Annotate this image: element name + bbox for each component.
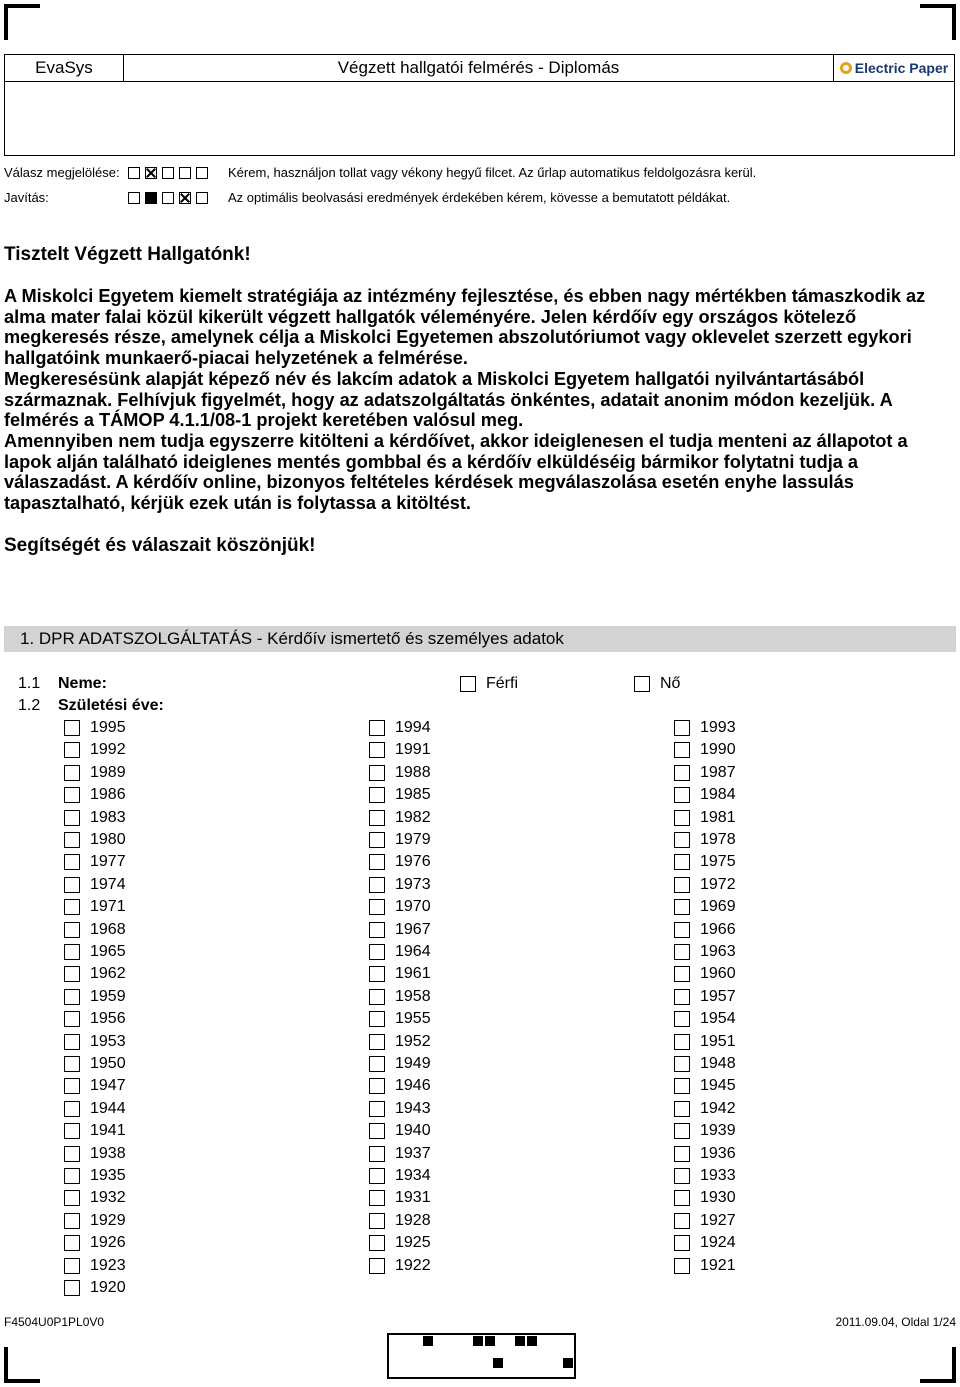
birth-year-option[interactable]: [64, 1212, 126, 1230]
option-label: 1948: [700, 1055, 736, 1072]
option-label: 1927: [700, 1211, 736, 1229]
question-birth-year: [0, 697, 164, 715]
checkbox[interactable]: [369, 742, 385, 758]
checkbox[interactable]: [369, 832, 385, 848]
date-page: 2011.09.04, Oldal 1/24: [835, 1315, 956, 1329]
checkbox[interactable]: [369, 1101, 385, 1117]
checkbox[interactable]: [64, 1235, 80, 1251]
birth-year-option[interactable]: [369, 921, 431, 939]
checkbox[interactable]: [674, 989, 690, 1005]
option-label: 1923: [90, 1256, 126, 1274]
option-label: 1951: [700, 1032, 736, 1050]
checkbox[interactable]: [64, 742, 80, 758]
birth-year-option[interactable]: [64, 1100, 126, 1118]
checkbox[interactable]: [674, 810, 690, 826]
option-label: 1952: [395, 1032, 431, 1050]
scan-corner-bottom-left: [4, 1347, 40, 1383]
birth-year-option[interactable]: [64, 1077, 126, 1095]
checkbox[interactable]: [369, 720, 385, 736]
option-label: 1993: [700, 719, 736, 736]
checkbox[interactable]: [674, 1213, 690, 1229]
question-text: Neme:: [58, 675, 107, 692]
option-label: 1981: [700, 808, 736, 826]
option-label: 1968: [90, 920, 126, 938]
scan-barcode: [387, 1333, 576, 1379]
option-label: 1943: [395, 1099, 431, 1117]
birth-year-option[interactable]: [674, 1145, 736, 1163]
option-label: 1924: [700, 1234, 736, 1252]
option-label: 1929: [90, 1211, 126, 1229]
birth-year-option[interactable]: [64, 719, 126, 737]
checkbox[interactable]: [369, 1011, 385, 1027]
birth-year-option[interactable]: [64, 741, 126, 759]
intro-text: [4, 286, 954, 514]
checkbox[interactable]: [674, 1034, 690, 1050]
birth-year-option[interactable]: [674, 965, 736, 983]
birth-year-option[interactable]: [674, 853, 736, 871]
option-male[interactable]: [460, 675, 518, 693]
option-label: 1988: [395, 763, 431, 781]
birth-year-option[interactable]: [369, 1122, 431, 1140]
birth-year-option[interactable]: [674, 876, 736, 894]
checkbox[interactable]: [64, 1011, 80, 1027]
electric-paper-logo: [834, 55, 954, 81]
app-name: EvaSys: [5, 55, 124, 81]
option-label: 1928: [395, 1211, 431, 1229]
checkbox[interactable]: [369, 787, 385, 803]
option-label: 1964: [395, 943, 431, 960]
option-label: 1956: [90, 1010, 126, 1028]
checkbox[interactable]: [64, 922, 80, 938]
birth-year-option[interactable]: [674, 1077, 736, 1095]
birth-year-option[interactable]: [674, 1167, 736, 1185]
option-label: 1969: [700, 898, 736, 916]
checkbox[interactable]: [369, 899, 385, 915]
birth-year-option[interactable]: [369, 764, 431, 782]
birth-year-option[interactable]: [369, 809, 431, 827]
checkbox[interactable]: [674, 922, 690, 938]
checkbox[interactable]: [369, 810, 385, 826]
correction-examples: [128, 192, 228, 204]
option-label: 1958: [395, 987, 431, 1005]
birth-year-option[interactable]: [64, 1167, 126, 1185]
option-label: 1941: [90, 1122, 126, 1140]
checkbox[interactable]: [674, 787, 690, 803]
birth-year-option[interactable]: [674, 1122, 736, 1140]
question-gender: [0, 675, 107, 693]
birth-year-option[interactable]: [64, 1033, 126, 1051]
option-label: 1971: [90, 898, 126, 916]
checkbox[interactable]: [369, 944, 385, 960]
scan-corner-bottom-right: [920, 1347, 956, 1383]
birth-year-option[interactable]: [674, 764, 736, 782]
form-header: [4, 54, 955, 156]
birth-year-option[interactable]: [369, 1167, 431, 1185]
checkbox[interactable]: [369, 1078, 385, 1094]
checkbox[interactable]: [674, 765, 690, 781]
option-label: 1946: [395, 1077, 431, 1095]
option-label: 1922: [395, 1256, 431, 1274]
checkbox[interactable]: [64, 1213, 80, 1229]
option-label: 1987: [700, 763, 736, 781]
checkbox[interactable]: [674, 1101, 690, 1117]
checkbox[interactable]: [64, 1056, 80, 1072]
section-title: 1. DPR ADATSZOLGÁLTATÁS - Kérdőív ismertető és személyes adatok: [4, 626, 956, 652]
checkbox[interactable]: [634, 676, 650, 692]
birth-year-option[interactable]: [369, 1100, 431, 1118]
checkbox[interactable]: [369, 966, 385, 982]
checkbox[interactable]: [369, 1146, 385, 1162]
birth-year-option[interactable]: [674, 1033, 736, 1051]
option-label: 1970: [395, 898, 431, 916]
question-text: Születési éve:: [58, 697, 164, 714]
checkbox[interactable]: [369, 1056, 385, 1072]
option-label: 1992: [90, 741, 126, 759]
option-label: 1990: [700, 741, 736, 759]
scan-corner-top-right: [920, 4, 956, 40]
checkbox[interactable]: [369, 1123, 385, 1139]
checkbox[interactable]: [674, 966, 690, 982]
option-label: 1942: [700, 1099, 736, 1117]
checkbox[interactable]: [674, 1258, 690, 1274]
birth-year-option[interactable]: [674, 898, 736, 916]
birth-year-option[interactable]: [369, 1077, 431, 1095]
checkbox[interactable]: [674, 1123, 690, 1139]
option-label: 1966: [700, 920, 736, 938]
checkbox[interactable]: [64, 832, 80, 848]
option-label: 1947: [90, 1077, 126, 1095]
intro-paragraph: Megkeresésünk alapját képező név és lakcím adatok a Miskolci Egyetem hallgatói nyilvántartásából származnak. Felhívjuk figyelmét, hogy az adatszolgáltatás önkéntes, adatait anonim módon kezeljük. A felmérés a TÁMOP 4.1.1/08-1 projekt keretében valósul meg.: [4, 368, 893, 431]
thanks-text: Segítségét és válaszait köszönjük!: [4, 535, 316, 556]
checkbox[interactable]: [674, 720, 690, 736]
checkbox[interactable]: [64, 1168, 80, 1184]
marking-legend: [4, 165, 756, 180]
option-label: 1925: [395, 1234, 431, 1252]
birth-year-option[interactable]: [64, 831, 126, 849]
option-label: 1938: [90, 1144, 126, 1162]
checkbox[interactable]: [674, 742, 690, 758]
checkbox[interactable]: [64, 1280, 80, 1296]
checkbox[interactable]: [64, 787, 80, 803]
checkbox[interactable]: [369, 1258, 385, 1274]
birth-year-option[interactable]: [64, 965, 126, 983]
checkbox[interactable]: [64, 899, 80, 915]
checkbox[interactable]: [674, 1146, 690, 1162]
birth-year-option[interactable]: [674, 1100, 736, 1118]
checkbox[interactable]: [64, 1123, 80, 1139]
birth-year-option[interactable]: [64, 876, 126, 894]
birth-year-option[interactable]: [674, 921, 736, 939]
birth-year-option[interactable]: [369, 741, 431, 759]
birth-year-option[interactable]: [369, 1033, 431, 1051]
checkbox[interactable]: [460, 676, 476, 692]
correction-legend: [4, 190, 730, 205]
birth-year-option[interactable]: [369, 1234, 431, 1252]
option-label: 1975: [700, 853, 736, 871]
intro-paragraph: A Miskolci Egyetem kiemelt stratégiája az intézmény fejlesztése, és ebben nagy mértékben támaszkodik az alma mater falai közül kikerült végzett hallgatók véleményére. Jelen kérdőív egy országos kötelező megkeresés része, amelynek célja a Miskolci Egyetemen abszolutóriumot vagy oklevelet szerzett egykori hallgatóink munkaerő-piacai helyzetének a felmérése.: [4, 286, 926, 369]
option-label: 1978: [700, 831, 736, 848]
birth-year-option[interactable]: [369, 1189, 431, 1207]
checkbox[interactable]: [64, 1078, 80, 1094]
option-label: 1983: [90, 808, 126, 826]
marking-instructions: Kérem, használjon tollat vagy vékony hegyű filcet. Az űrlap automatikus feldolgozásra kerül.: [228, 165, 757, 180]
birth-year-option[interactable]: [64, 943, 126, 961]
option-label: Férfi: [486, 675, 518, 692]
option-label: 1994: [395, 719, 431, 736]
birth-year-option[interactable]: [674, 1234, 736, 1252]
birth-year-option[interactable]: [674, 943, 736, 961]
option-label: Nő: [660, 675, 681, 692]
checkbox[interactable]: [369, 1235, 385, 1251]
checkbox[interactable]: [64, 966, 80, 982]
checkbox[interactable]: [369, 877, 385, 893]
birth-year-option[interactable]: [674, 719, 736, 737]
option-label: 1950: [90, 1055, 126, 1072]
checkbox[interactable]: [64, 854, 80, 870]
checkbox[interactable]: [674, 1011, 690, 1027]
option-label: 1979: [395, 831, 431, 848]
birth-year-option[interactable]: [369, 898, 431, 916]
birth-year-option[interactable]: [369, 831, 431, 849]
birth-year-option[interactable]: [64, 921, 126, 939]
birth-year-option[interactable]: [64, 786, 126, 804]
logo-icon: [840, 62, 852, 74]
birth-year-option[interactable]: [64, 1055, 126, 1073]
example-crossed-box: [145, 167, 157, 179]
checkbox[interactable]: [674, 1078, 690, 1094]
option-label: 1931: [395, 1189, 431, 1207]
option-label: 1944: [90, 1099, 126, 1117]
option-label: 1984: [700, 786, 736, 804]
checkbox[interactable]: [369, 922, 385, 938]
option-label: 1982: [395, 808, 431, 826]
birth-year-option[interactable]: [64, 1279, 126, 1297]
birth-year-option[interactable]: [674, 988, 736, 1006]
birth-year-option[interactable]: [64, 1257, 126, 1275]
birth-year-option[interactable]: [64, 898, 126, 916]
checkbox[interactable]: [64, 1101, 80, 1117]
checkbox[interactable]: [674, 1235, 690, 1251]
option-label: 1926: [90, 1234, 126, 1252]
checkbox[interactable]: [64, 1190, 80, 1206]
option-label: 1980: [90, 831, 126, 848]
checkbox[interactable]: [64, 810, 80, 826]
option-label: 1974: [90, 875, 126, 893]
birth-year-option[interactable]: [369, 786, 431, 804]
checkbox[interactable]: [64, 944, 80, 960]
checkbox[interactable]: [369, 1190, 385, 1206]
birth-year-option[interactable]: [674, 1257, 736, 1275]
checkbox[interactable]: [64, 1258, 80, 1274]
checkbox[interactable]: [674, 1056, 690, 1072]
checkbox[interactable]: [674, 832, 690, 848]
option-label: 1976: [395, 853, 431, 871]
marking-examples: [128, 167, 228, 179]
birth-year-option[interactable]: [64, 853, 126, 871]
birth-year-option[interactable]: [369, 719, 431, 737]
correction-instructions: Az optimális beolvasási eredmények érdekében kérem, kövesse a bemutatott példákat.: [228, 190, 731, 205]
birth-year-option[interactable]: [64, 1145, 126, 1163]
birth-year-option[interactable]: [369, 1145, 431, 1163]
checkbox[interactable]: [64, 877, 80, 893]
example-empty-box: [128, 192, 140, 204]
option-female[interactable]: [634, 675, 680, 693]
birth-year-option[interactable]: [369, 876, 431, 894]
checkbox[interactable]: [674, 854, 690, 870]
option-label: 1960: [700, 965, 736, 983]
option-label: 1961: [395, 965, 431, 983]
birth-year-option[interactable]: [64, 1010, 126, 1028]
birth-year-option[interactable]: [64, 1122, 126, 1140]
option-label: 1989: [90, 763, 126, 781]
checkbox[interactable]: [369, 1034, 385, 1050]
checkbox[interactable]: [369, 1213, 385, 1229]
birth-year-option[interactable]: [64, 988, 126, 1006]
checkbox[interactable]: [64, 720, 80, 736]
option-label: 1963: [700, 943, 736, 960]
option-label: 1991: [395, 741, 431, 759]
birth-year-option[interactable]: [674, 1010, 736, 1028]
birth-year-option[interactable]: [64, 764, 126, 782]
example-empty-box: [196, 167, 208, 179]
survey-title: Végzett hallgatói felmérés - Diplomás: [124, 55, 834, 81]
option-label: 1972: [700, 875, 736, 893]
example-empty-box: [196, 192, 208, 204]
example-empty-box: [162, 167, 174, 179]
birth-year-option[interactable]: [369, 1010, 431, 1028]
checkbox[interactable]: [674, 944, 690, 960]
option-label: 1995: [90, 719, 126, 736]
example-filled-box: [145, 192, 157, 204]
option-label: 1935: [90, 1167, 126, 1184]
option-label: 1973: [395, 875, 431, 893]
option-label: 1939: [700, 1122, 736, 1140]
option-label: 1937: [395, 1144, 431, 1162]
option-label: 1955: [395, 1010, 431, 1028]
logo-text: Electric Paper: [854, 60, 949, 76]
birth-year-option[interactable]: [674, 786, 736, 804]
option-label: 1957: [700, 987, 736, 1005]
question-number: 1.1: [18, 675, 41, 692]
intro-paragraph: Amennyiben nem tudja egyszerre kitölteni a kérdőívet, akkor ideiglenesen el tudja menteni az állapotot a lapok alján található ideiglenes mentés gombbal és a kérdőív elküldéséig bármikor folytatni tudja a válaszadást. A kérdőív online, bizonyos feltételes kérdések megválaszolása esetén enyhe lassulás tapasztalható, kérjük ezek után is folytassa a kitöltést.: [4, 430, 908, 514]
birth-year-option[interactable]: [369, 1212, 431, 1230]
option-label: 1934: [395, 1167, 431, 1184]
checkbox[interactable]: [674, 1190, 690, 1206]
marking-label: Válasz megjelölése:: [4, 165, 120, 180]
option-label: 1962: [90, 965, 126, 983]
option-label: 1949: [395, 1055, 431, 1072]
option-label: 1985: [395, 786, 431, 804]
checkbox[interactable]: [369, 854, 385, 870]
option-label: 1920: [90, 1279, 126, 1296]
example-crossed-box: [179, 192, 191, 204]
birth-year-option[interactable]: [64, 809, 126, 827]
correction-label: Javítás:: [4, 190, 49, 205]
option-label: 1986: [90, 786, 126, 804]
checkbox[interactable]: [64, 989, 80, 1005]
form-id: F4504U0P1PL0V0: [4, 1315, 105, 1329]
birth-year-option[interactable]: [674, 741, 736, 759]
birth-year-option[interactable]: [674, 1189, 736, 1207]
option-label: 1921: [700, 1256, 736, 1274]
birth-year-option[interactable]: [369, 988, 431, 1006]
option-label: 1954: [700, 1010, 736, 1028]
birth-year-option[interactable]: [64, 1189, 126, 1207]
checkbox[interactable]: [674, 877, 690, 893]
birth-year-option[interactable]: [674, 831, 736, 849]
question-number: 1.2: [18, 697, 41, 714]
option-label: 1945: [700, 1077, 736, 1095]
checkbox[interactable]: [369, 1168, 385, 1184]
checkbox[interactable]: [64, 1034, 80, 1050]
checkbox[interactable]: [674, 899, 690, 915]
checkbox[interactable]: [64, 765, 80, 781]
option-label: 1953: [90, 1032, 126, 1050]
option-label: 1967: [395, 920, 431, 938]
birth-year-option[interactable]: [674, 1212, 736, 1230]
option-label: 1932: [90, 1189, 126, 1207]
option-label: 1977: [90, 853, 126, 871]
option-label: 1936: [700, 1144, 736, 1162]
birth-year-option[interactable]: [369, 853, 431, 871]
birth-year-option[interactable]: [674, 1055, 736, 1073]
birth-year-option[interactable]: [64, 1234, 126, 1252]
example-empty-box: [162, 192, 174, 204]
option-label: 1959: [90, 987, 126, 1005]
scan-corner-top-left: [4, 4, 40, 40]
option-label: 1940: [395, 1122, 431, 1140]
option-label: 1965: [90, 943, 126, 960]
checkbox[interactable]: [64, 1146, 80, 1162]
greeting: Tisztelt Végzett Hallgatónk!: [4, 244, 251, 265]
birth-year-option[interactable]: [369, 1055, 431, 1073]
checkbox[interactable]: [369, 765, 385, 781]
option-label: 1933: [700, 1167, 736, 1184]
birth-year-option[interactable]: [369, 1257, 431, 1275]
birth-year-option[interactable]: [369, 965, 431, 983]
birth-year-option[interactable]: [369, 943, 431, 961]
birth-year-option[interactable]: [674, 809, 736, 827]
example-empty-box: [179, 167, 191, 179]
checkbox[interactable]: [369, 989, 385, 1005]
example-empty-box: [128, 167, 140, 179]
checkbox[interactable]: [674, 1168, 690, 1184]
option-label: 1930: [700, 1189, 736, 1207]
